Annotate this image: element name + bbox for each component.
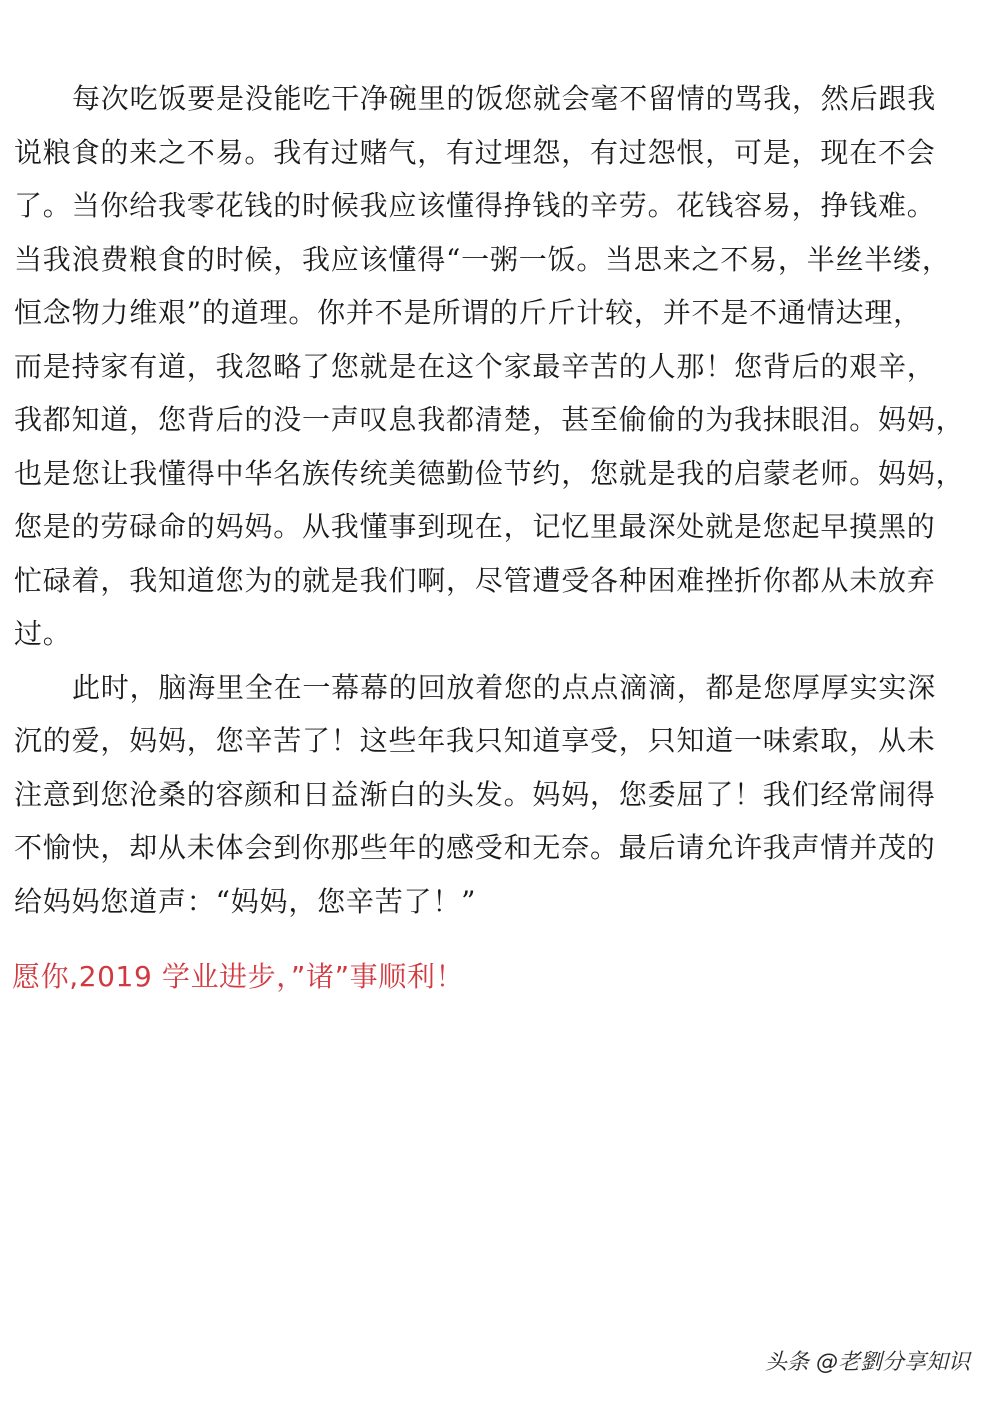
article-body [14,72,976,928]
paragraph-1-line-3: 了。当你给我零花钱的时候我应该懂得挣钱的辛劳。花钱容易，挣钱难。 [14,189,936,222]
paragraph-1-line-5: 恒念物力维艰”的道理。你并不是所谓的斤斤计较，并不是不通情达理， [14,296,922,329]
paragraph-1-line-4: 当我浪费粮食的时候，我应该懂得“一粥一饭。当思来之不易，半丝半缕， [14,242,951,276]
closing-wish: 愿你,2019 学业进步，”诸”事顺利！ [12,960,465,993]
paragraph-1-line-1: 每次吃饭要是没能吃干净碗里的饭您就会毫不留情的骂我，然后跟我 [72,82,937,115]
paragraph-1-line-2: 说粮食的来之不易。我有过赌气，有过埋怨，有过怨恨，可是，现在不会 [14,135,936,169]
paragraph-2-line-3: 注意到您沧桑的容颜和日益渐白的头发。妈妈，您委屈了！我们经常闹得 [14,777,936,811]
source-watermark: 头条 @老劉分享知识 [765,1350,970,1375]
paragraph-1-line-8: 也是您让我懂得中华名族传统美德勤俭节约，您就是我的启蒙老师。妈妈， [14,456,965,490]
paragraph-1-line-7: 我都知道，您背后的没一声叹息我都清楚，甚至偷偷的为我抹眼泪。妈妈， [14,403,965,436]
paragraph-1-line-10: 忙碌着，我知道您为的就是我们啊，尽管遭受各种困难挫折你都从未放弃 [14,563,936,597]
paragraph-2-line-5: 给妈妈您道声：“妈妈，您辛苦了！” [14,884,477,918]
paragraph-2-line-4: 不愉快，却从未体会到你那些年的感受和无奈。最后请允许我声情并茂的 [14,831,936,864]
paragraph-2-line-2: 沉的爱，妈妈，您辛苦了！这些年我只知道享受，只知道一味索取，从未 [14,724,936,757]
paragraph-1-line-9: 您是的劳碌命的妈妈。从我懂事到现在，记忆里最深处就是您起早摸黑的 [14,510,936,543]
paragraph-1-line-6: 而是持家有道，我忽略了您就是在这个家最辛苦的人那！您背后的艰辛， [14,349,936,383]
paragraph-2-line-1: 此时，脑海里全在一幕幕的回放着您的点点滴滴，都是您厚厚实实深 [72,670,937,704]
paragraph-1-line-11: 过。 [14,617,72,650]
